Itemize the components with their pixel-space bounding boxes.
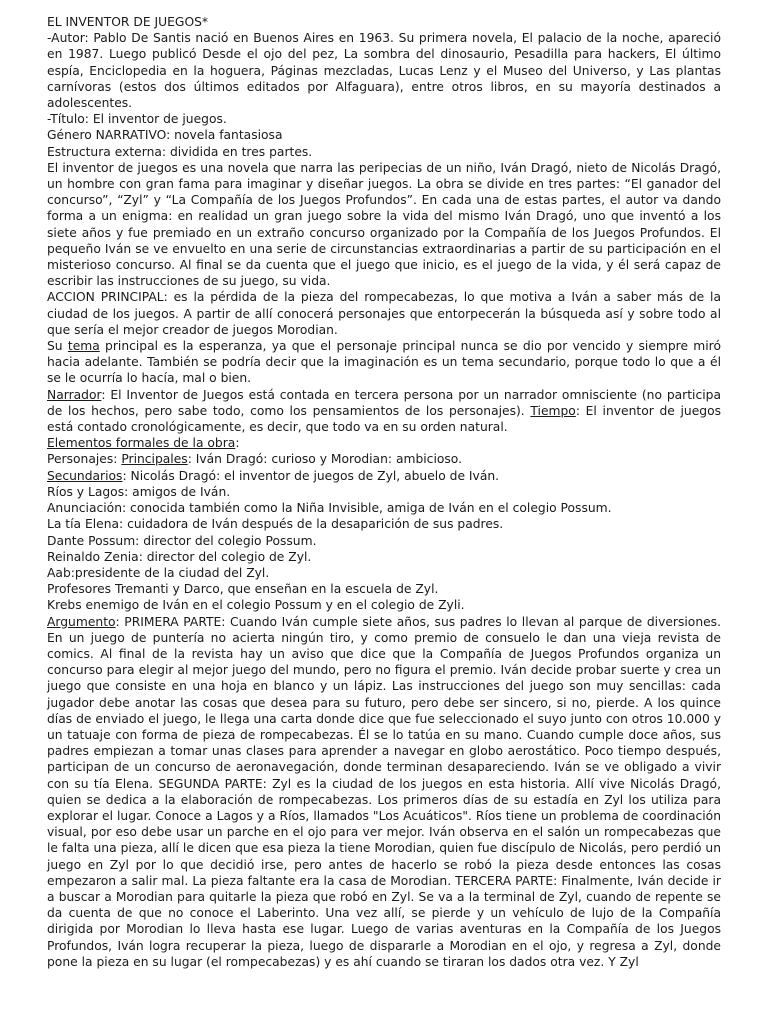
time-heading: Tiempo	[530, 403, 576, 418]
characters-prefix: Personajes:	[47, 452, 122, 467]
secondary-characters-text: : Nicolás Dragó: el inventor de juegos de Zyl, abuelo de Iván.	[122, 468, 500, 483]
formal-elements-colon: :	[235, 436, 240, 451]
narrator-paragraph	[47, 387, 721, 436]
main-characters-text: : Iván Dragó: curioso y Morodian: ambicioso.	[187, 452, 463, 467]
structure-line: Estructura externa: dividida en tres partes.	[47, 144, 313, 159]
character-line: Profesores Tremanti y Darco, que enseñan en la escuela de Zyl.	[47, 582, 439, 597]
character-line: Aab:presidente de la ciudad del Zyl.	[47, 565, 270, 580]
theme-text: principal es la esperanza, ya que el personaje principal nunca se dio por vencido y siempre miró hacia adelante. También se podría decir que la imaginación es un tema secundario, porque todo lo que a él se le ocurría lo hacía, mal o bien.	[47, 339, 721, 386]
title-line: -Título: El inventor de juegos.	[47, 112, 227, 127]
plot-heading: Argumento	[47, 614, 116, 629]
character-line: Dante Possum: director del colegio Possum.	[47, 533, 317, 548]
author-paragraph: -Autor: Pablo De Santis nació en Buenos Aires en 1963. Su primera novela, El palacio de la noche, apareció en 1987. Luego publicó Desde el ojo del pez, La sombra del dinosaurio, Pesadilla para hackers, El último espía, Enciclopedia en la hoguera, Páginas mezcladas, Lucas Lenz y el Museo del Universo, y Las plantas carnívoras (estos dos últimos editados por Alfaguara), entre otros libros, en su mayoría destinados a adolescentes.	[47, 31, 721, 111]
characters-main-line	[47, 451, 721, 467]
character-line: Reinaldo Zenia: director del colegio de Zyl.	[47, 549, 312, 564]
main-characters-heading: Principales	[121, 452, 188, 467]
narrator-text: : El Inventor de Juegos está contada en tercera persona por un narrador omnisciente (no participa de los hechos, pero sabe todo, como los pensamientos de los personajes).	[47, 387, 721, 418]
theme-prefix: Su	[47, 339, 68, 354]
time-text: : El inventor de juegos está contado cronológicamente, es decir, que todo va en su orden natural.	[47, 403, 722, 435]
narrator-heading: Narrador	[47, 387, 102, 402]
character-line: Anunciación: conocida también como la Niña Invisible, amiga de Iván en el colegio Possum.	[47, 501, 612, 516]
theme-heading: tema	[67, 339, 100, 354]
secondary-characters-heading: Secundarios	[47, 468, 123, 483]
characters-secondary-line	[47, 468, 721, 484]
theme-paragraph	[47, 338, 721, 387]
genre-line: Género NARRATIVO: novela fantasiosa	[47, 128, 283, 143]
document-body	[47, 14, 721, 970]
character-line: Ríos y Lagos: amigos de Iván.	[47, 484, 231, 499]
plot-paragraph	[47, 614, 721, 970]
main-action-paragraph: ACCION PRINCIPAL: es la pérdida de la pieza del rompecabezas, lo que motiva a Iván a saber más de la ciudad de los juegos. A partir de allí conocerá personajes que entorpecerán la búsqueda así y sobre todo al que sería el mejor creador de juegos Morodian.	[47, 290, 721, 337]
formal-elements-line	[47, 435, 721, 451]
summary-paragraph: El inventor de juegos es una novela que narra las peripecias de un niño, Iván Dragó, nieto de Nicolás Dragó, un hombre con gran fama para imaginar y diseñar juegos. La obra se divide en tres partes: “El ganador del concurso”, “Zyl” y “La Compañía de los Juegos Profundos”. En cada una de estas partes, el autor va dando forma a un enigma: en realidad un gran juego sobre la vida del mismo Iván Dragó, uno que inventó a los siete años y fue premiado en un extraño concurso organizado por la Compañía de los Juegos Profundos. El pequeño Iván se ve envuelto en una serie de circunstancias extraordinarias a partir de su participación en el misterioso concurso. Al final se da cuenta que el juego que inicio, es el juego de la vida, y él será capaz de escribir las instrucciones de su juego, su vida.	[47, 160, 721, 289]
character-line: Krebs enemigo de Iván en el colegio Possum y en el colegio de Zyli.	[47, 598, 465, 613]
document-title: EL INVENTOR DE JUEGOS*	[47, 15, 209, 29]
plot-text: : PRIMERA PARTE: Cuando Iván cumple siete años, sus padres lo llevan al parque de diversiones. En un juego de puntería no acierta ningún tiro, y como premio de consuelo le dan una vieja revista de comics. Al final de la revista hay un aviso que dice que la Compañía de Juegos Profundos organiza un concurso para elegir al mejor juego del mundo, pero no figura el premio. Iván decide probar suerte y crea un juego que consiste en una hoja en blanco y un lápiz. Las instrucciones del juego son muy sencillas: cada jugador debe anotar las cosas que desea para su futuro, pero debe ser sincero, si no, pierde. A los quince días de enviado el juego, le llega una carta donde dice que fue seleccionado el suyo junto con otros 10.000 y un tatuaje con forma de pieza de rompecabezas. Él se lo tatúa en su mano. Cuando cumple doce años, sus padres empiezan a tomar unas clases para aprender a navegar en globo aerostático. Poco tiempo después, participan de un concurso de aeronavegación, donde terminan desapareciendo. Iván se ve obligado a vivir con su tía Elena. SEGUNDA PARTE: Zyl es la ciudad de los juegos en esta historia. Allí vive Nicolás Dragó, quien se dedica a la elaboración de rompecabezas. Los primeros días de su estadía en Zyl los utiliza para explorar el lugar. Conoce a Lagos y a Ríos, llamados "Los Acuáticos". Ríos tiene un problema de coordinación visual, por eso debe usar un parche en el ojo para ver mejor. Iván observa en el salón un rompecabezas que le falta una pieza, allí le dicen que esa pieza la tiene Morodian, quien fue discípulo de Nicolás, pero perdió un juego en Zyl por lo que decidió irse, pero antes de hacerlo se robó la pieza desde entonces las cosas empezaron a salir mal. La pieza faltante era la casa de Morodian. TERCERA PARTE: Finalmente, Iván decide ir a buscar a Morodian para quitarle la pieza que robó en Zyl. Se va a la terminal de Zyl, cuando de repente se da cuenta de que no conoce el Laberinto. Una vez allí, se pierde y un vehículo de lujo de la Compañía dirigida por Morodian lo lleva hasta ese lugar. Luego de varias aventuras en la Compañía de los Juegos Profundos, Iván logra recuperar la pieza, luego de dispararle a Morodian en el ojo, y regresa a Zyl, donde pone la pieza en su lugar (el rompecabezas) y es ahí cuando se tiraran los dados otra vez. Y Zyl	[47, 614, 721, 969]
formal-elements-heading: Elementos formales de la obra	[47, 436, 236, 451]
character-line: La tía Elena: cuidadora de Iván después de la desaparición de sus padres.	[47, 517, 504, 532]
